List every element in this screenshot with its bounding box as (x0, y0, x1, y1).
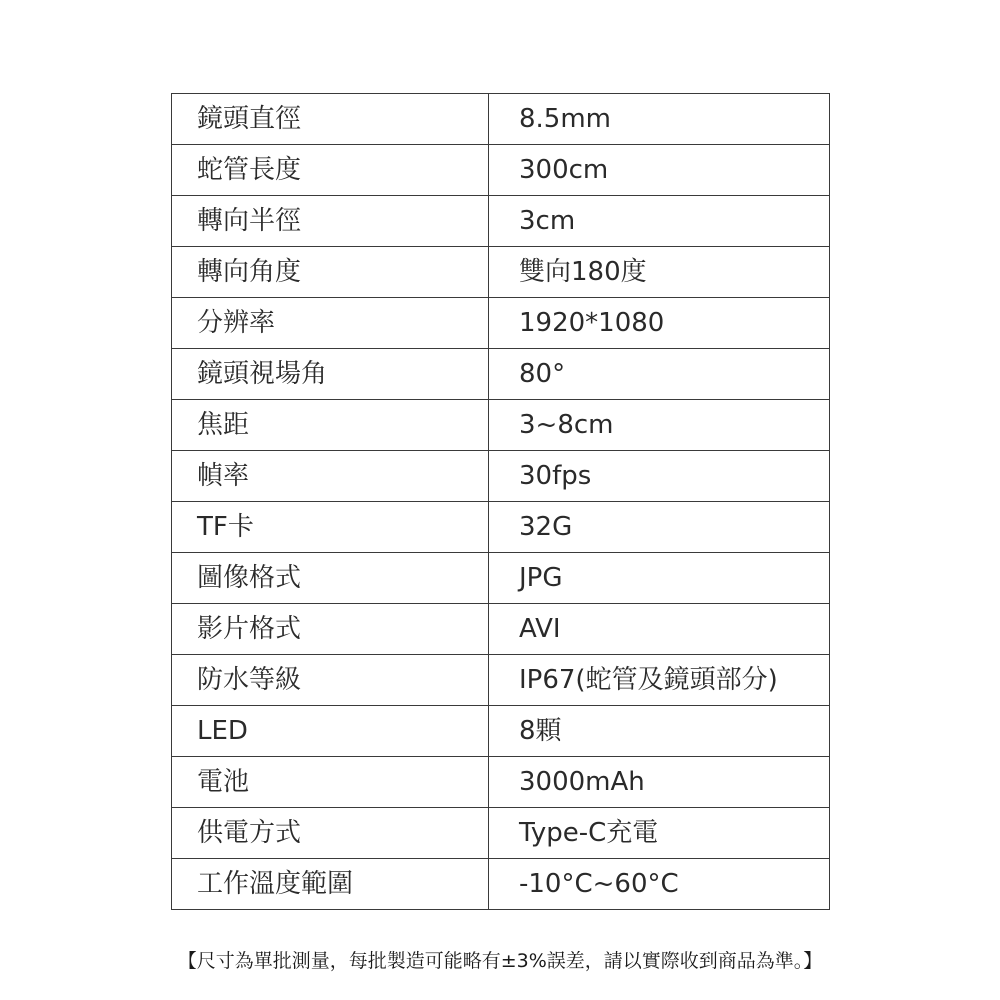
spec-label: 鏡頭視場角 (172, 349, 489, 400)
spec-value: 3cm (489, 196, 830, 247)
spec-label: 防水等級 (172, 655, 489, 706)
spec-value: -10°C~60°C (489, 859, 830, 910)
table-row (172, 247, 830, 298)
spec-label: LED (172, 706, 489, 757)
table-row (172, 349, 830, 400)
spec-value: Type-C充電 (489, 808, 830, 859)
spec-label: 鏡頭直徑 (172, 94, 489, 145)
spec-label: 幀率 (172, 451, 489, 502)
spec-value: 雙向180度 (489, 247, 830, 298)
spec-label: 電池 (172, 757, 489, 808)
footnote: 【尺寸為單批測量，每批製造可能略有±3%誤差，請以實際收到商品為準。】 (177, 950, 823, 972)
table-row (172, 451, 830, 502)
table-row (172, 859, 830, 910)
spec-value: 8顆 (489, 706, 830, 757)
spec-value: AVI (489, 604, 830, 655)
table-row (172, 706, 830, 757)
table-row (172, 757, 830, 808)
spec-table-body (172, 94, 830, 910)
spec-label: 分辨率 (172, 298, 489, 349)
table-row (172, 655, 830, 706)
spec-value: 32G (489, 502, 830, 553)
spec-value: 80° (489, 349, 830, 400)
spec-value: 300cm (489, 145, 830, 196)
spec-value: 30fps (489, 451, 830, 502)
spec-label: 工作溫度範圍 (172, 859, 489, 910)
spec-value: 1920*1080 (489, 298, 830, 349)
spec-value: 8.5mm (489, 94, 830, 145)
table-row (172, 298, 830, 349)
spec-label: 焦距 (172, 400, 489, 451)
table-row (172, 808, 830, 859)
spec-value: 3000mAh (489, 757, 830, 808)
table-row (172, 553, 830, 604)
spec-label: 供電方式 (172, 808, 489, 859)
spec-table (171, 93, 830, 910)
spec-label: 圖像格式 (172, 553, 489, 604)
table-row (172, 400, 830, 451)
spec-label: 轉向半徑 (172, 196, 489, 247)
spec-value: JPG (489, 553, 830, 604)
table-row (172, 145, 830, 196)
table-row (172, 196, 830, 247)
spec-value: 3~8cm (489, 400, 830, 451)
table-row (172, 604, 830, 655)
table-row (172, 502, 830, 553)
spec-label: 影片格式 (172, 604, 489, 655)
table-row (172, 94, 830, 145)
spec-value: IP67(蛇管及鏡頭部分) (489, 655, 830, 706)
spec-label: 轉向角度 (172, 247, 489, 298)
spec-label: 蛇管長度 (172, 145, 489, 196)
spec-label: TF卡 (172, 502, 489, 553)
